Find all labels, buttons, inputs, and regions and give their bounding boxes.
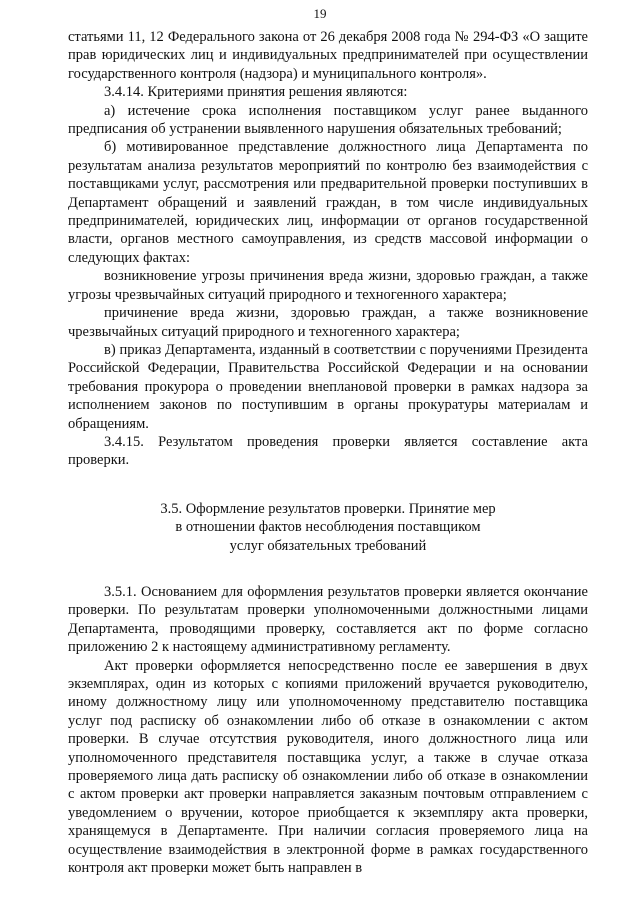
document-body (68, 28, 588, 877)
paragraph-3-5-1: 3.5.1. Основанием для оформления результатов проверки является окончание проверки. По результатам проверки уполномоченными должностными лицами Департамента, проводящими проверку, составляется акт по форме согласно приложению 2 к настоящему административному регламенту. (68, 583, 588, 656)
paragraph-item-v: в) приказ Департамента, изданный в соответствии с поручениями Президента Российской Федерации, Правительства Российской Федерации и на основании требования прокурора о проведении внеплановой проверки в рамках надзора за исполнением законов по поступившим в органы прокуратуры материалам и обращениям. (68, 341, 588, 432)
paragraph-act-procedure: Акт проверки оформляется непосредственно после ее завершения в двух экземплярах, один из которых с копиями приложений вручается руководителю, иному должностному лицу или уполномоченному представителю поставщика услуг под расписку об ознакомлении либо об отказе в ознакомлении с актом проверки. В случае отсутствия руководителя, иного должностного лица или уполномоченного представителя поставщика услуг, а также в случае отказа проверяемого лица дать расписку об ознакомлении либо об отказе в ознакомлении с актом проверки акт проверки направляется заказным почтовым отправлением с уведомлением о вручении, которое приобщается к экземпляру акта проверки, хранящемуся в Департаменте. При наличии согласия проверяемого лица на осуществление взаимодействия в электронной форме в рамках государственного контроля акт проверки может быть направлен в (68, 657, 588, 877)
paragraph-threat: возникновение угрозы причинения вреда жизни, здоровью граждан, а также угрозы чрезвычайных ситуаций природного и техногенного характера; (68, 268, 588, 303)
section-heading-line: 3.5. Оформление результатов проверки. Принятие мер (160, 500, 496, 517)
paragraph-3-4-14: 3.4.14. Критериями принятия решения являются: (104, 84, 408, 101)
paragraph-law-reference: статьями 11, 12 Федерального закона от 26 декабря 2008 года № 294-ФЗ «О защите прав юридических лиц и индивидуальных предпринимателей при осуществлении государственного контроля (надзора) и муниципального контроля». (68, 29, 588, 82)
section-heading-line: в отношении фактов несоблюдения поставщиком (175, 519, 481, 536)
section-heading-line: услуг обязательных требований (229, 537, 427, 554)
paragraph-item-b: б) мотивированное представление должностного лица Департамента по результатам анализа результатов мероприятий по контролю без взаимодействия с поставщиками услуг, рассмотрения или предварительной проверки поступивших в Департамент обращений и заявлений граждан, в том числе индивидуальных предпринимателей, юридических лиц, информации от органов государственной власти, органов местного самоуправления, из средств массовой информации о следующих фактах: (68, 139, 588, 266)
page-number: 19 (313, 6, 327, 21)
section-heading-3-5 (68, 500, 588, 555)
paragraph-item-a: а) истечение срока исполнения поставщиком услуг ранее выданного предписания об устранении выявленного нарушения обязательных требований; (68, 102, 588, 138)
paragraph-harm: причинение вреда жизни, здоровью граждан, а также возникновение чрезвычайных ситуаций природного и техногенного характера; (68, 305, 588, 340)
paragraph-3-4-15: 3.4.15. Результатом проведения проверки является составление акта проверки. (68, 433, 588, 469)
